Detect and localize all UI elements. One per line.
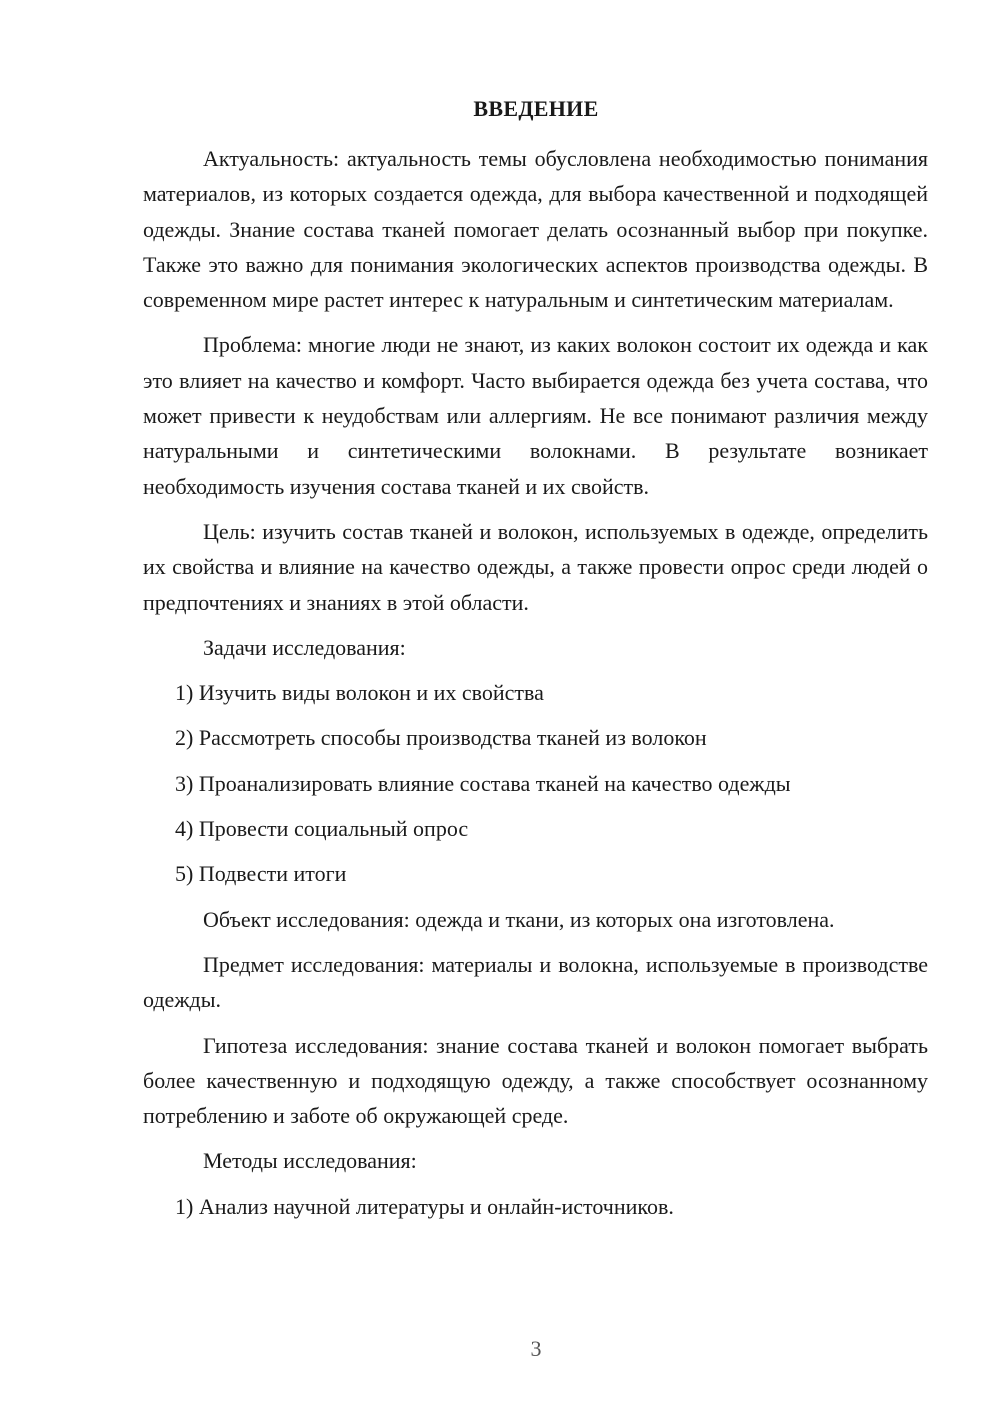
object-paragraph: Объект исследования: одежда и ткани, из которых она изготовлена.	[203, 906, 835, 932]
hypothesis-paragraph: Гипотеза исследования: знание состава тканей и волокон помогает выбрать более качественную и подходящую одежду, а также способствует осознанному потреблению и заботе об окружающей среде.	[143, 1032, 928, 1129]
tasks-title: Задачи исследования:	[203, 634, 406, 660]
list-number: 2)	[175, 725, 194, 751]
task-list-item	[143, 675, 928, 710]
method-list-item	[143, 1189, 928, 1224]
list-text: Подвести итоги	[198, 861, 347, 887]
list-text: Проанализировать влияние состава тканей на качество одежды	[198, 770, 791, 796]
problem-paragraph: Проблема: многие люди не знают, из каких волокон состоит их одежда и как это влияет на качество и комфорт. Часто выбирается одежда без учета состава, что может привести к неудобствам или аллергиям. Не все понимают различия между натуральными и синтетическими волокнами. В результате возникает необходимость изучения состава тканей и их свойств.	[143, 332, 928, 499]
relevance-paragraph: Актуальность: актуальность темы обусловлена необходимостью понимания материалов, из которых создается одежда, для выбора качественной и подходящей одежды. Знание состава тканей помогает делать осознанный выбор при покупке. Также это важно для понимания экологических аспектов производства одежды. В современном мире растет интерес к натуральным и синтетическим материалам.	[143, 146, 928, 313]
page-number: 3	[530, 1336, 542, 1361]
list-number: 5)	[175, 861, 194, 887]
list-text: Анализ научной литературы и онлайн-источников.	[198, 1193, 674, 1219]
list-text: Провести социальный опрос	[198, 816, 469, 842]
list-text: Изучить виды волокон и их свойства	[198, 680, 544, 706]
list-number: 4)	[175, 816, 194, 842]
task-list-item	[143, 720, 928, 755]
task-list-item	[143, 811, 928, 846]
task-list-item	[143, 856, 928, 891]
section-heading: ВВЕДЕНИЕ	[473, 96, 599, 121]
methods-title: Методы исследования:	[203, 1148, 417, 1174]
body-text	[143, 141, 928, 1224]
list-number: 1)	[175, 680, 194, 706]
task-list-item	[143, 766, 928, 801]
list-number: 3)	[175, 770, 194, 796]
list-text: Рассмотреть способы производства тканей из волокон	[198, 725, 707, 751]
goal-paragraph: Цель: изучить состав тканей и волокон, используемых в одежде, определить их свойства и влияние на качество одежды, а также провести опрос среди людей о предпочтениях и знаниях в этой области.	[143, 518, 928, 615]
list-number: 1)	[175, 1193, 194, 1219]
subject-paragraph: Предмет исследования: материалы и волокна, используемые в производстве одежды.	[143, 951, 928, 1013]
